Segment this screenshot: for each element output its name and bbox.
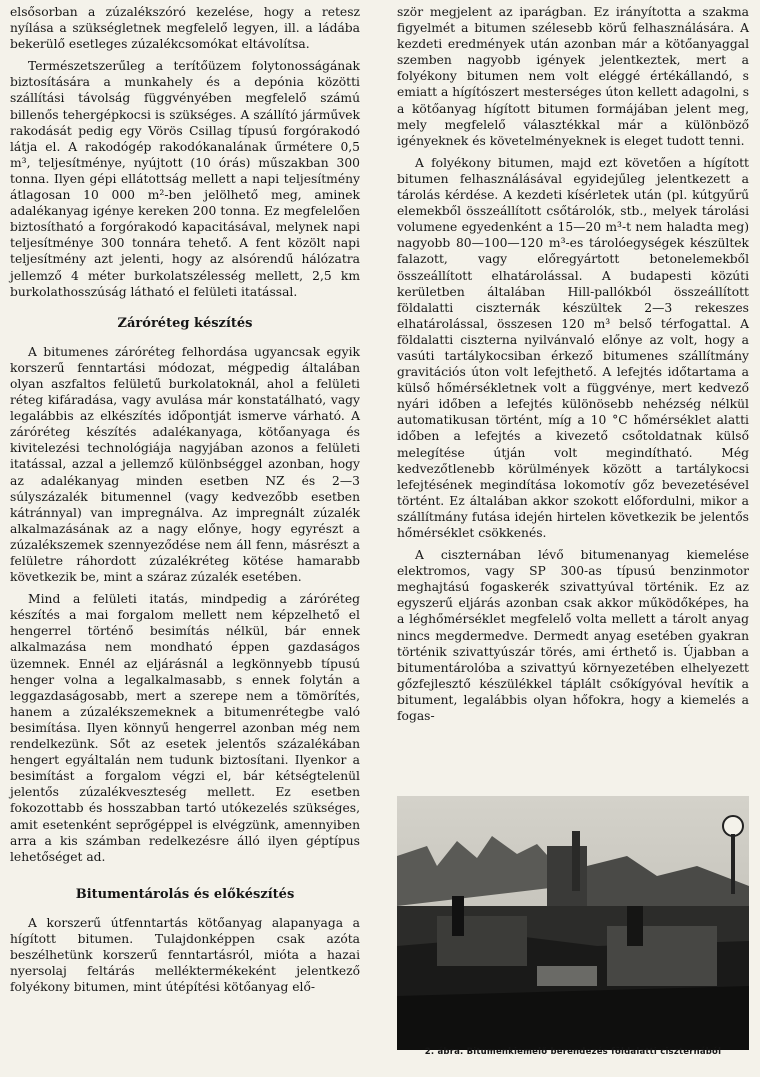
left-column (10, 4, 360, 995)
paragraph: Természetszerűleg a terítőüzem folytonosságának biztosítására a munkahely és a depónia közötti szállítási távolság függvényében megfelelő számú billenős tehergépkocsi is szükséges. A szállító járművek rakodását pedig egy Vörös Csillag típusú forgórakodó látja el. A rakodógép rakodókanalának űrmétere 0,5 m³, teljesítménye, nyújtott (10 órás) műszakban 300 tonna. Ilyen gépi ellátottság mellett a napi teljesítmény átlagosan 10 000 m²-ben jelölhető meg, aminek adalékanyag igénye kereken 200 tonna. Ez megfelelően biztosítható a forgórakodó kapacitásával, melynek napi teljesítménye 300 tonnára tehető. A fent közölt napi teljesítmény azt jelenti, hogy az alsórendű hálózatra jellemző 4 méter burkolatszélesség mellett, 2,5 km burkolathosszúság látható el felületi itatással. (10, 59, 360, 299)
figure-caption: 2. ábra. Bitumenkiemelő berendezés földalatti ciszternából (424, 1047, 722, 1057)
section-heading: Záróréteg készítés (117, 315, 253, 331)
industrial-site-photo-icon (397, 796, 749, 1050)
paragraph: elsősorban a zúzalékszóró kezelése, hogy a retesz nyílása a szükségletnek megfelelő legyen, ill. a ládába bekerülő esetleges zúzalékcsomókat eltávolítsa. (10, 5, 360, 52)
paragraph: A bitumenes záróréteg felhordása ugyancsak egyik korszerű fenntartási módozat, mégpedig általában olyan aszfaltos felületű burkolatoknál, ahol a felületi réteg kifáradása, vagy avulása már konstatálható, vagy legalábbis az elkészítés időpontját ismerve várható. A záróréteg készítés adalékanyaga, kötőanyaga és kivitelezési technológiája nagyjában azonos a felületi itatással, azzal a jellemző különbséggel azonban, hogy az adalékanyag minden esetben NZ és 2—3 súlyszázalék bitumennel (vagy kedvezőbb esetben kátránnyal) van impregnálva. Az impregnált zúzalék alkalmazásának az a nagy előnye, hogy egyrészt a zúzalékszemek szennyeződése nem áll fenn, másrészt a felületre ráhordott zúzalékréteg kötése hamarabb következik be, mint a száraz zúzalék esetében. (10, 344, 360, 585)
paragraph: Mind a felületi itatás, mindpedig a záróréteg készítés a mai forgalom mellett nem képzelhető el hengerrel történő besimítás nélkül, bár ennek alkalmazása nem mondható éppen gazdaságos üzemnek. Ennél az eljárásnál a legkönnyebb típusú henger volna a legalkalmasabb, s ennek folytán a leggazdaságosabb, mert a szerepe nem a tömörítés, hanem a zúzalékszemeknek a bitumenrétegbe való besimítása. Ilyen könnyű hengerrel azonban még nem rendelkezünk. Sőt az esetek jelentős százalékában hengert egyáltalán nem tudunk biztosítani. Ilyenkor a besimítást a forgalom végzi el, bár kétségtelenül jelentős zúzalékveszteség mellett. Ez esetben fokozottabb és hosszabban tartó utókezelés szükséges, amit esetenként seprőgéppel is elvégzünk, amennyiben arra a kis számban redelkezésre álló ilyen géptípus lehetőséget ad. (10, 592, 360, 864)
paragraph: A korszerű útfenntartás kötőanyag alapanyaga a hígított bitumen. Tulajdonképpen csak azóta beszélhetünk korszerű fenntartásról, mióta a hazai nyersolaj feltárás melléktermékeként jelentkező folyékony bitumen, mint útépítési kötőanyag elő- (10, 915, 360, 995)
section-heading: Bitumentárolás és előkészítés (75, 886, 295, 902)
paragraph: ször megjelent az iparágban. Ez irányította a szakma figyelmét a bitumen szélesebb körű felhasználására. A kezdeti eredmények után azonban már a kötőanyaggal szemben nagyobb igények jelentkeztek, mert a folyékony bitumen nem volt eléggé értékállandó, s emiatt a hígítószert mesterséges úton kellett adagolni, s a kötőanyag hígított bitumen formájában jelent meg, mely megfelelő választékkal már a különböző igényeknek és követelményeknek is eleget tudott tenni. (397, 5, 749, 148)
paragraph: A folyékony bitumen, majd ezt követően a hígított bitumen felhasználásával egyidejűleg jelentkezett a tárolás kérdése. A kezdeti kísérletek után (pl. kútgyűrű elemekből összeállított csőtárolók, stb., melyek tárolási volumene egyedenként a 15—20 m³-t nem haladta meg) nagyobb 80—100—120 m³-es tárolóegységek készültek falazott, vagy előregyártott betonelemekből összeállított elhatárolással. A budapesti közúti kerületben általában Hill-pallókból összeállított földalatti ciszternák készültek 2—3 rekeszes elhatárolással, összesen 120 m³ belső térfogattal. A földalatti ciszterna nyilvánvaló előnye az volt, hogy a vasúti tartálykocsiban érkező bitumenes szállítmány gravitációs úton volt lefejthető. A lefejtés időtartama a külső hőmérsékletnek volt a függvénye, mert kedvező nyári időben a lefejtés különösebb nehézség nélkül automatikusan történt, míg a 10 °C hőmérséklet alatti időben a lefejtés a kivezető csőtoldatnak külső melegítése útján volt megindítható. Még kedvezőtlenebb körülmények között a tartálykocsi lefejtésének megindítása lokomotív gőz bevezetésével történt. Ez általában akkor szokott előfordulni, mikor a szállítmány futása idején hirtelen következik be jelentős hőmérséklet csökkenés. (397, 155, 749, 540)
paragraph: A ciszternában lévő bitumenanyag kiemelése elektromos, vagy SP 300-as típusú benzinmotor meghajtású fogaskerék szivattyúval történik. Ez az egyszerű eljárás azonban csak akkor működőképes, ha a léghőmérséklet megfelelő volta mellett a tárolt anyag nincs megdermedve. Dermedt anyag esetében gyakran történik szivattyúszár törés, ami érthető is. Újabban a bitumentárolóba a szivattyú környezetében elhelyezett gőzfejlesztő készülékkel táplált csőkígyóval hevítik a bitument, legalábbis olyan hőfokra, hogy a kiemelés a fogas- (397, 548, 749, 724)
right-column (397, 4, 749, 724)
figure-photo (397, 796, 749, 1050)
